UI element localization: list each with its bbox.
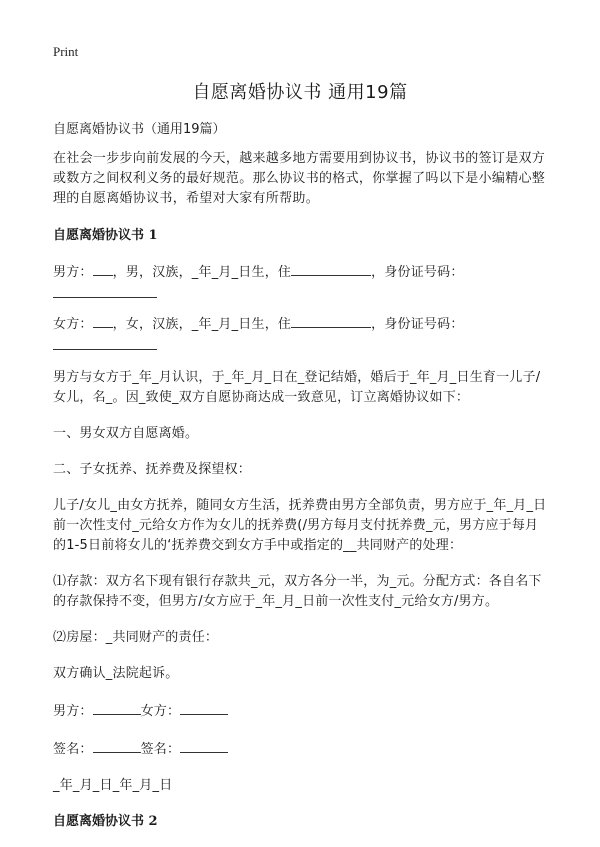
agreement-item-1: 一、男女双方自愿离婚。 (53, 426, 199, 441)
male-party-info (53, 261, 548, 298)
sig-female-label: 女方： (140, 704, 181, 719)
print-link[interactable]: Print (53, 44, 79, 59)
house-paragraph: ⑵房屋：_共同财产的责任： (53, 630, 219, 645)
name-blank (93, 313, 113, 328)
sign-label-2: 签名： (140, 742, 181, 757)
document-body (53, 120, 548, 847)
document-subtitle: 自愿离婚协议书（通用19篇） (53, 122, 226, 137)
child-support-paragraph: 儿子/女儿_由女方抚养，随同女方生活，抚养费由男方全部负责，男方应于_年_月_日前一次性支付_元给女方作为女儿的抚养费(/男方每月支付抚养费_元，男方应于每月的1-5日前将女儿的‘抚养费交到女方手中或指定的__共同财产的处理： (53, 498, 547, 553)
address-blank (291, 313, 371, 328)
court-paragraph: 双方确认_法院起诉。 (53, 666, 179, 681)
marriage-paragraph: 男方与女方于_年_月认识，于_年_月_日在_登记结婚，婚后于_年_月_日生育一儿子/女儿，名_。因_致使_双方自愿协商达成一致意见，订立离婚协议如下： (53, 370, 541, 405)
sign-blank-2 (180, 738, 228, 753)
intro-paragraph: 在社会一步步向前发展的今天，越来越多地方需要用到协议书，协议书的签订是双方或数方之间权利义务的最好规范。那么协议书的格式，你掌握了吗以下是小编精心整理的自愿离婚协议书，希望对大家有所帮助。 (53, 151, 546, 206)
section-heading-2: 自愿离婚协议书 2 (53, 814, 158, 829)
sig-male-blank (93, 700, 141, 715)
section-heading-1: 自愿离婚协议书 1 (53, 228, 158, 243)
id-number-blank (53, 284, 157, 298)
date-line: _年_月_日_年_月_日 (53, 778, 173, 793)
deposit-paragraph: ⑴存款：双方名下现有银行存款共_元，双方各分一半，为_元。分配方式：各自名下的存款保持不变，但男方/女方应于_年_月_日前一次性支付_元给女方/男方。 (53, 574, 542, 609)
address-blank (291, 261, 371, 276)
sig-male-label: 男方： (53, 704, 93, 719)
id-label: ，身份证号码： (371, 265, 464, 280)
male-label: 男方： (53, 265, 93, 280)
sign-label-1: 签名： (53, 742, 93, 757)
page-title: 自愿离婚协议书 通用19篇 (192, 82, 408, 103)
id-number-blank (53, 336, 157, 350)
sign-blank-1 (93, 738, 141, 753)
female-label: 女方： (53, 317, 93, 332)
agreement-item-2: 二、子女抚养、抚养费及探望权： (53, 462, 252, 477)
male-info-text: ，男，汉族，_年_月_日生，住 (112, 265, 292, 280)
signature-party-line (53, 700, 548, 722)
female-info-text: ，女，汉族，_年_月_日生，住 (112, 317, 292, 332)
sig-female-blank (180, 700, 228, 715)
name-blank (93, 261, 113, 276)
signature-sign-line (53, 738, 548, 760)
id-label: ，身份证号码： (371, 317, 464, 332)
female-party-info (53, 313, 548, 350)
